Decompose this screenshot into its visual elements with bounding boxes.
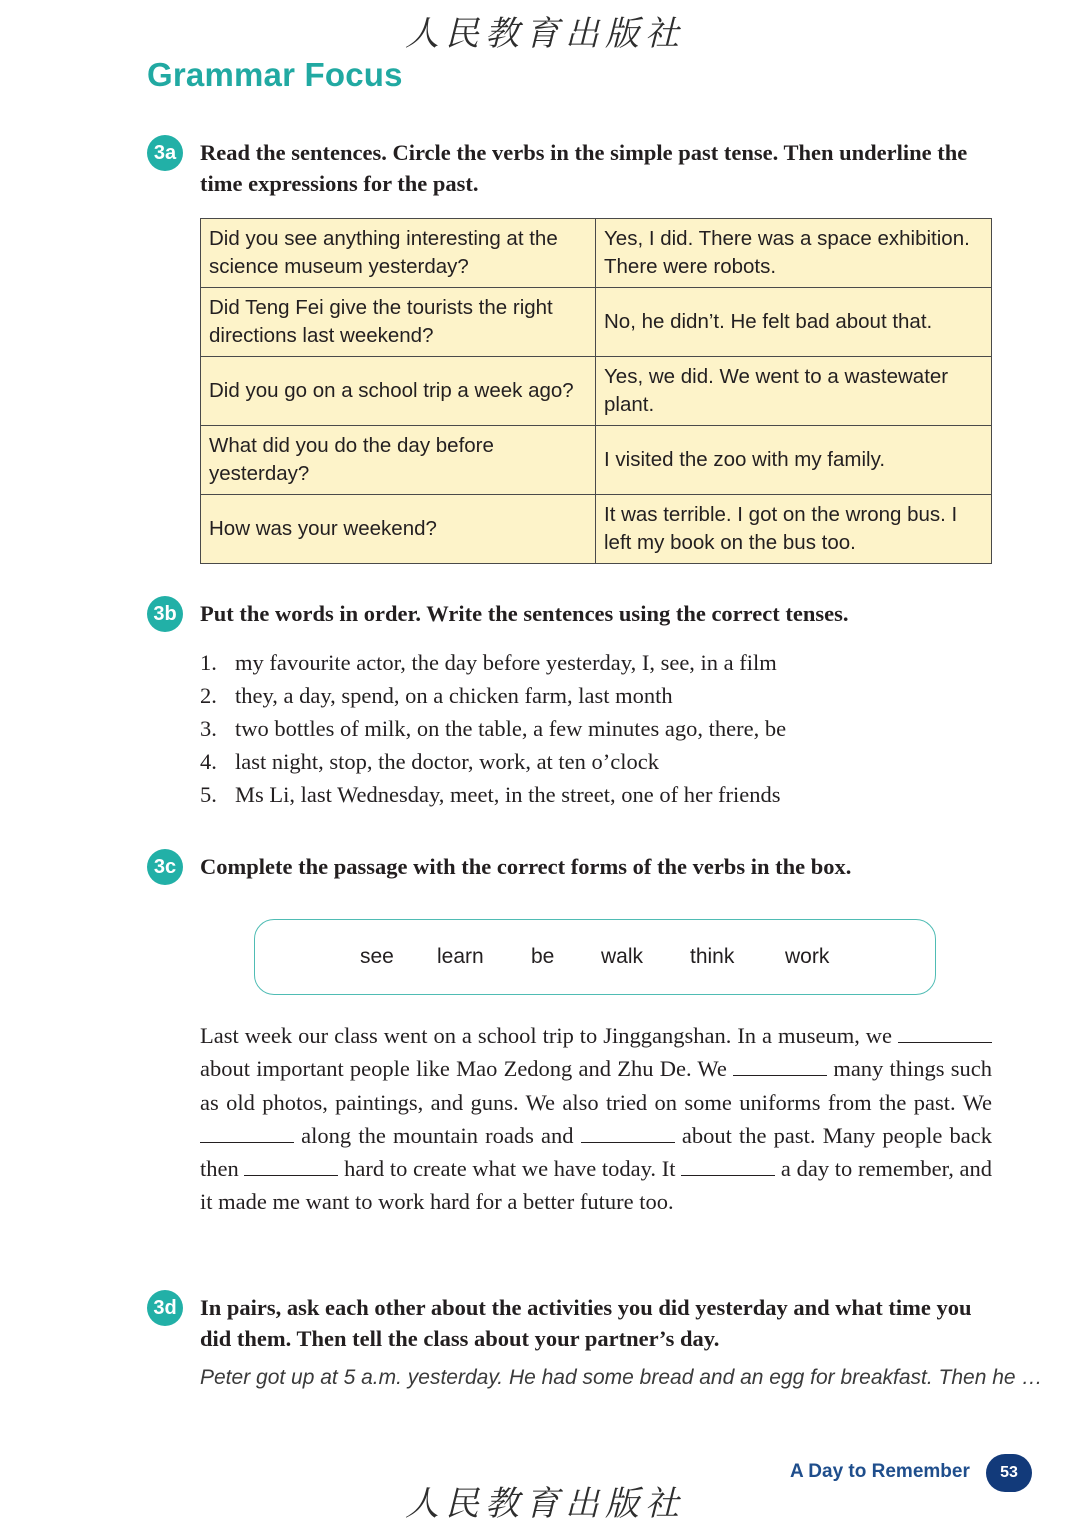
exercise-3c-instruction: Complete the passage with the correct forms of the verbs in the box.	[200, 854, 852, 879]
list-item	[200, 745, 786, 778]
verb-word: walk	[601, 945, 644, 968]
question-cell: How was your weekend?	[201, 495, 596, 564]
table-row	[201, 288, 992, 357]
publisher-watermark-top: 人民教育出版社	[405, 14, 685, 54]
word-order-list	[200, 646, 786, 811]
item-number: 5.	[200, 782, 217, 807]
list-item	[200, 712, 786, 745]
answer-blank[interactable]	[581, 1122, 675, 1143]
item-number: 1.	[200, 650, 217, 675]
answer-blank[interactable]	[200, 1122, 294, 1143]
question-cell: What did you do the day before yesterday?	[201, 426, 596, 495]
question-cell: Did you go on a school trip a week ago?	[201, 357, 596, 426]
verb-word: learn	[437, 945, 484, 968]
exercise-badge-3c: 3c	[147, 849, 183, 885]
answer-blank[interactable]	[681, 1155, 775, 1176]
item-number: 2.	[200, 683, 217, 708]
verb-word: be	[531, 945, 555, 968]
exercise-3b-instruction: Put the words in order. Write the sentences using the correct tenses.	[200, 601, 849, 626]
page-title: Grammar Focus	[147, 56, 403, 93]
answer-cell: It was terrible. I got on the wrong bus. I left my book on the bus too.	[596, 495, 992, 564]
verb-word: think	[690, 945, 735, 968]
verb-word-box	[254, 919, 936, 995]
answer-blank[interactable]	[898, 1022, 992, 1043]
passage-text: many things such as old photos, paintings, and guns. We also tried on some uniforms from the past. We	[200, 1056, 993, 1115]
answer-cell: Yes, we did. We went to a wastewater plant.	[596, 357, 992, 426]
item-text: last night, stop, the doctor, work, at ten o’clock	[235, 749, 660, 774]
verb-word: see	[360, 945, 394, 968]
item-text: they, a day, spend, on a chicken farm, last month	[235, 683, 673, 708]
exercise-badge-3d: 3d	[147, 1290, 183, 1326]
exercise-badge-3a: 3a	[147, 135, 183, 171]
page-number-badge: 53	[986, 1454, 1032, 1492]
table-row	[201, 495, 992, 564]
exercise-3d-instruction: In pairs, ask each other about the activities you did yesterday and what time you did them. Then tell the class about your partner’s day.	[200, 1295, 972, 1351]
passage-text: Last week our class went on a school trip to Jinggangshan. In a museum, we	[200, 1023, 893, 1048]
item-text: my favourite actor, the day before yesterday, I, see, in a film	[235, 650, 777, 675]
answer-blank[interactable]	[244, 1155, 338, 1176]
unit-title: A Day to Remember	[790, 1461, 970, 1482]
table-row	[201, 357, 992, 426]
list-item	[200, 646, 786, 679]
question-cell: Did Teng Fei give the tourists the right directions last weekend?	[201, 288, 596, 357]
publisher-watermark-bottom: 人民教育出版社	[405, 1484, 685, 1524]
answer-cell: I visited the zoo with my family.	[596, 426, 992, 495]
passage-text: a day to remember, and it made me want to work hard for a better future too.	[200, 1156, 993, 1215]
list-item	[200, 778, 786, 811]
answer-cell: No, he didn’t. He felt bad about that.	[596, 288, 992, 357]
item-text: two bottles of milk, on the table, a few minutes ago, there, be	[235, 716, 787, 741]
item-text: Ms Li, last Wednesday, meet, in the street, one of her friends	[235, 782, 781, 807]
passage-text: about important people like Mao Zedong and Zhu De. We	[200, 1056, 727, 1082]
list-item	[200, 679, 786, 712]
example-text: Peter got up at 5 a.m. yesterday. He had some bread and an egg for breakfast. Then he …	[200, 1366, 1043, 1389]
passage-text: hard to create what we have today. It	[344, 1156, 676, 1182]
verb-word: work	[785, 945, 830, 968]
item-number: 3.	[200, 716, 217, 741]
passage-text: about the past. Many people back then	[200, 1122, 992, 1182]
item-number: 4.	[200, 749, 217, 774]
answer-cell: Yes, I did. There was a space exhibition. There were robots.	[596, 219, 992, 288]
answer-blank[interactable]	[733, 1055, 827, 1076]
exercise-3a-instruction: Read the sentences. Circle the verbs in the simple past tense. Then underline the time expressions for the past.	[200, 140, 968, 196]
qa-table	[200, 218, 992, 564]
exercise-badge-3b: 3b	[147, 596, 183, 632]
passage-text: along the mountain roads and	[301, 1122, 574, 1148]
question-cell: Did you see anything interesting at the science museum yesterday?	[201, 219, 596, 288]
table-row	[201, 426, 992, 495]
table-row	[201, 219, 992, 288]
fill-in-passage	[200, 1019, 992, 1219]
